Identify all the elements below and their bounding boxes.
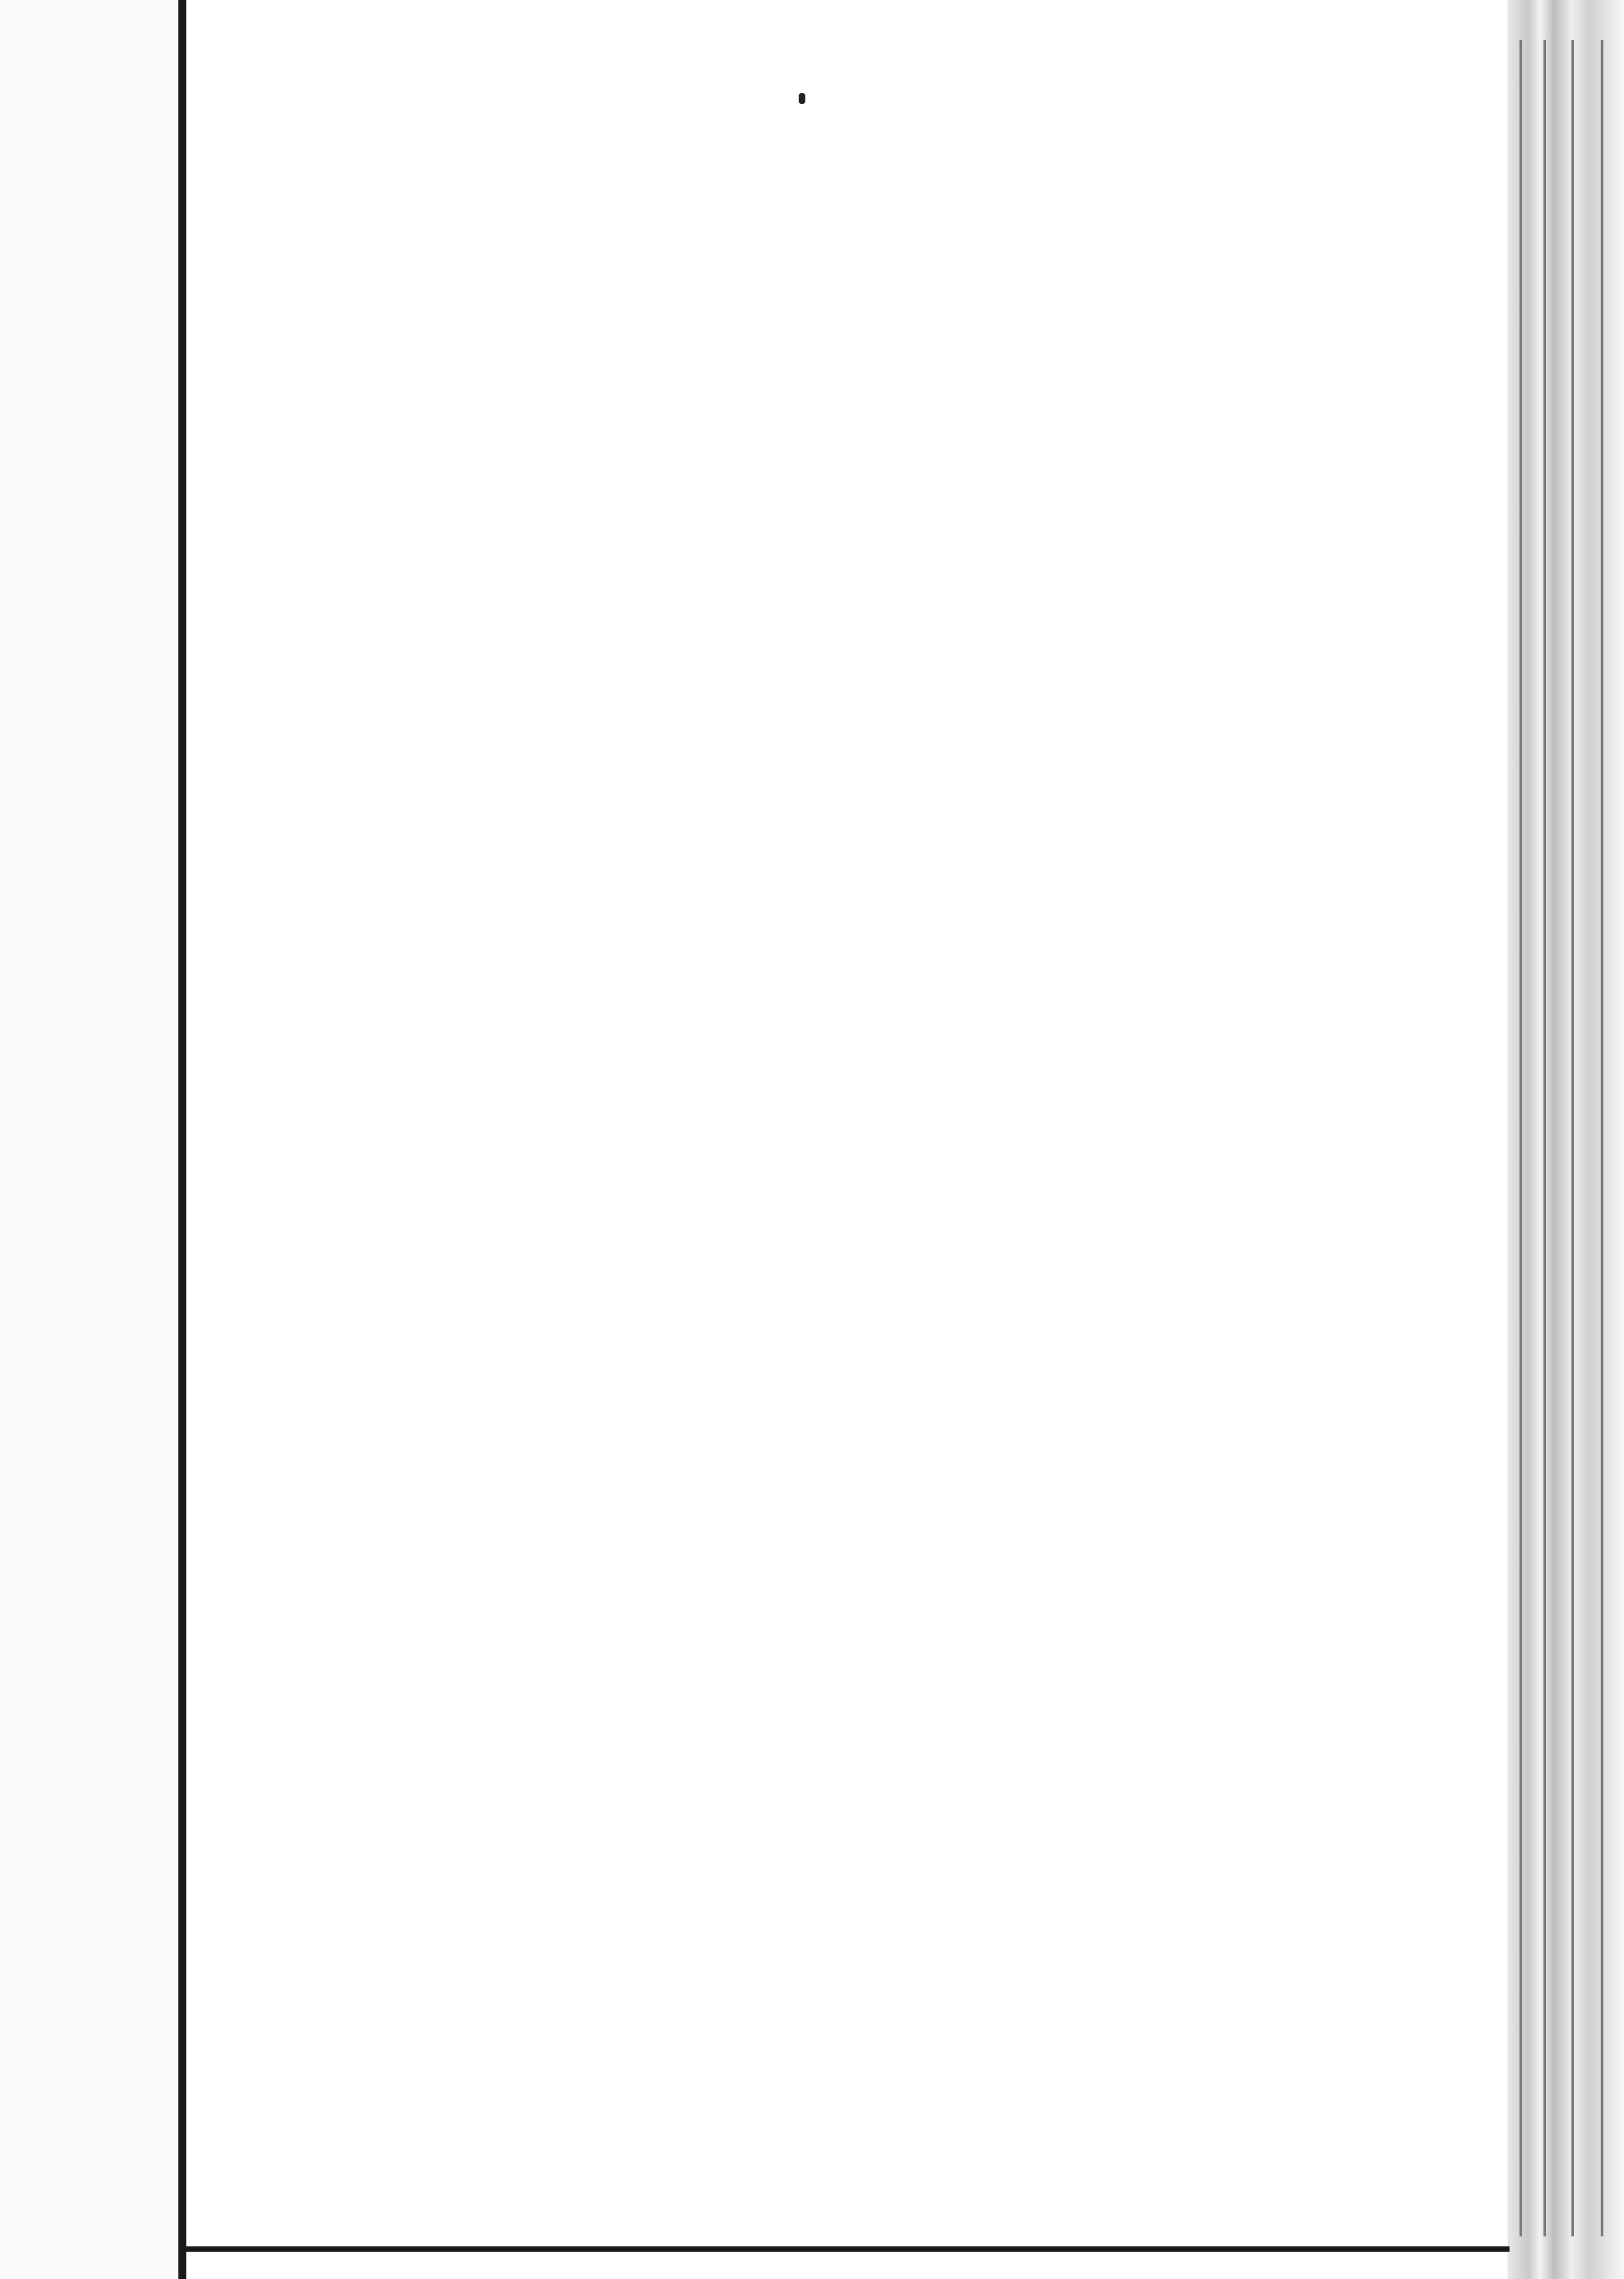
edge-line [1543, 40, 1546, 2236]
ink-speck [799, 93, 805, 104]
edge-line [1571, 40, 1574, 2236]
edge-line [1520, 40, 1522, 2236]
edge-line [1601, 40, 1603, 2236]
bottom-edge [178, 2246, 1510, 2252]
facing-page-text [0, 0, 172, 2279]
page-body [186, 0, 1508, 2279]
page-stack-edge [1508, 0, 1624, 2279]
gutter-rule [178, 0, 186, 2279]
